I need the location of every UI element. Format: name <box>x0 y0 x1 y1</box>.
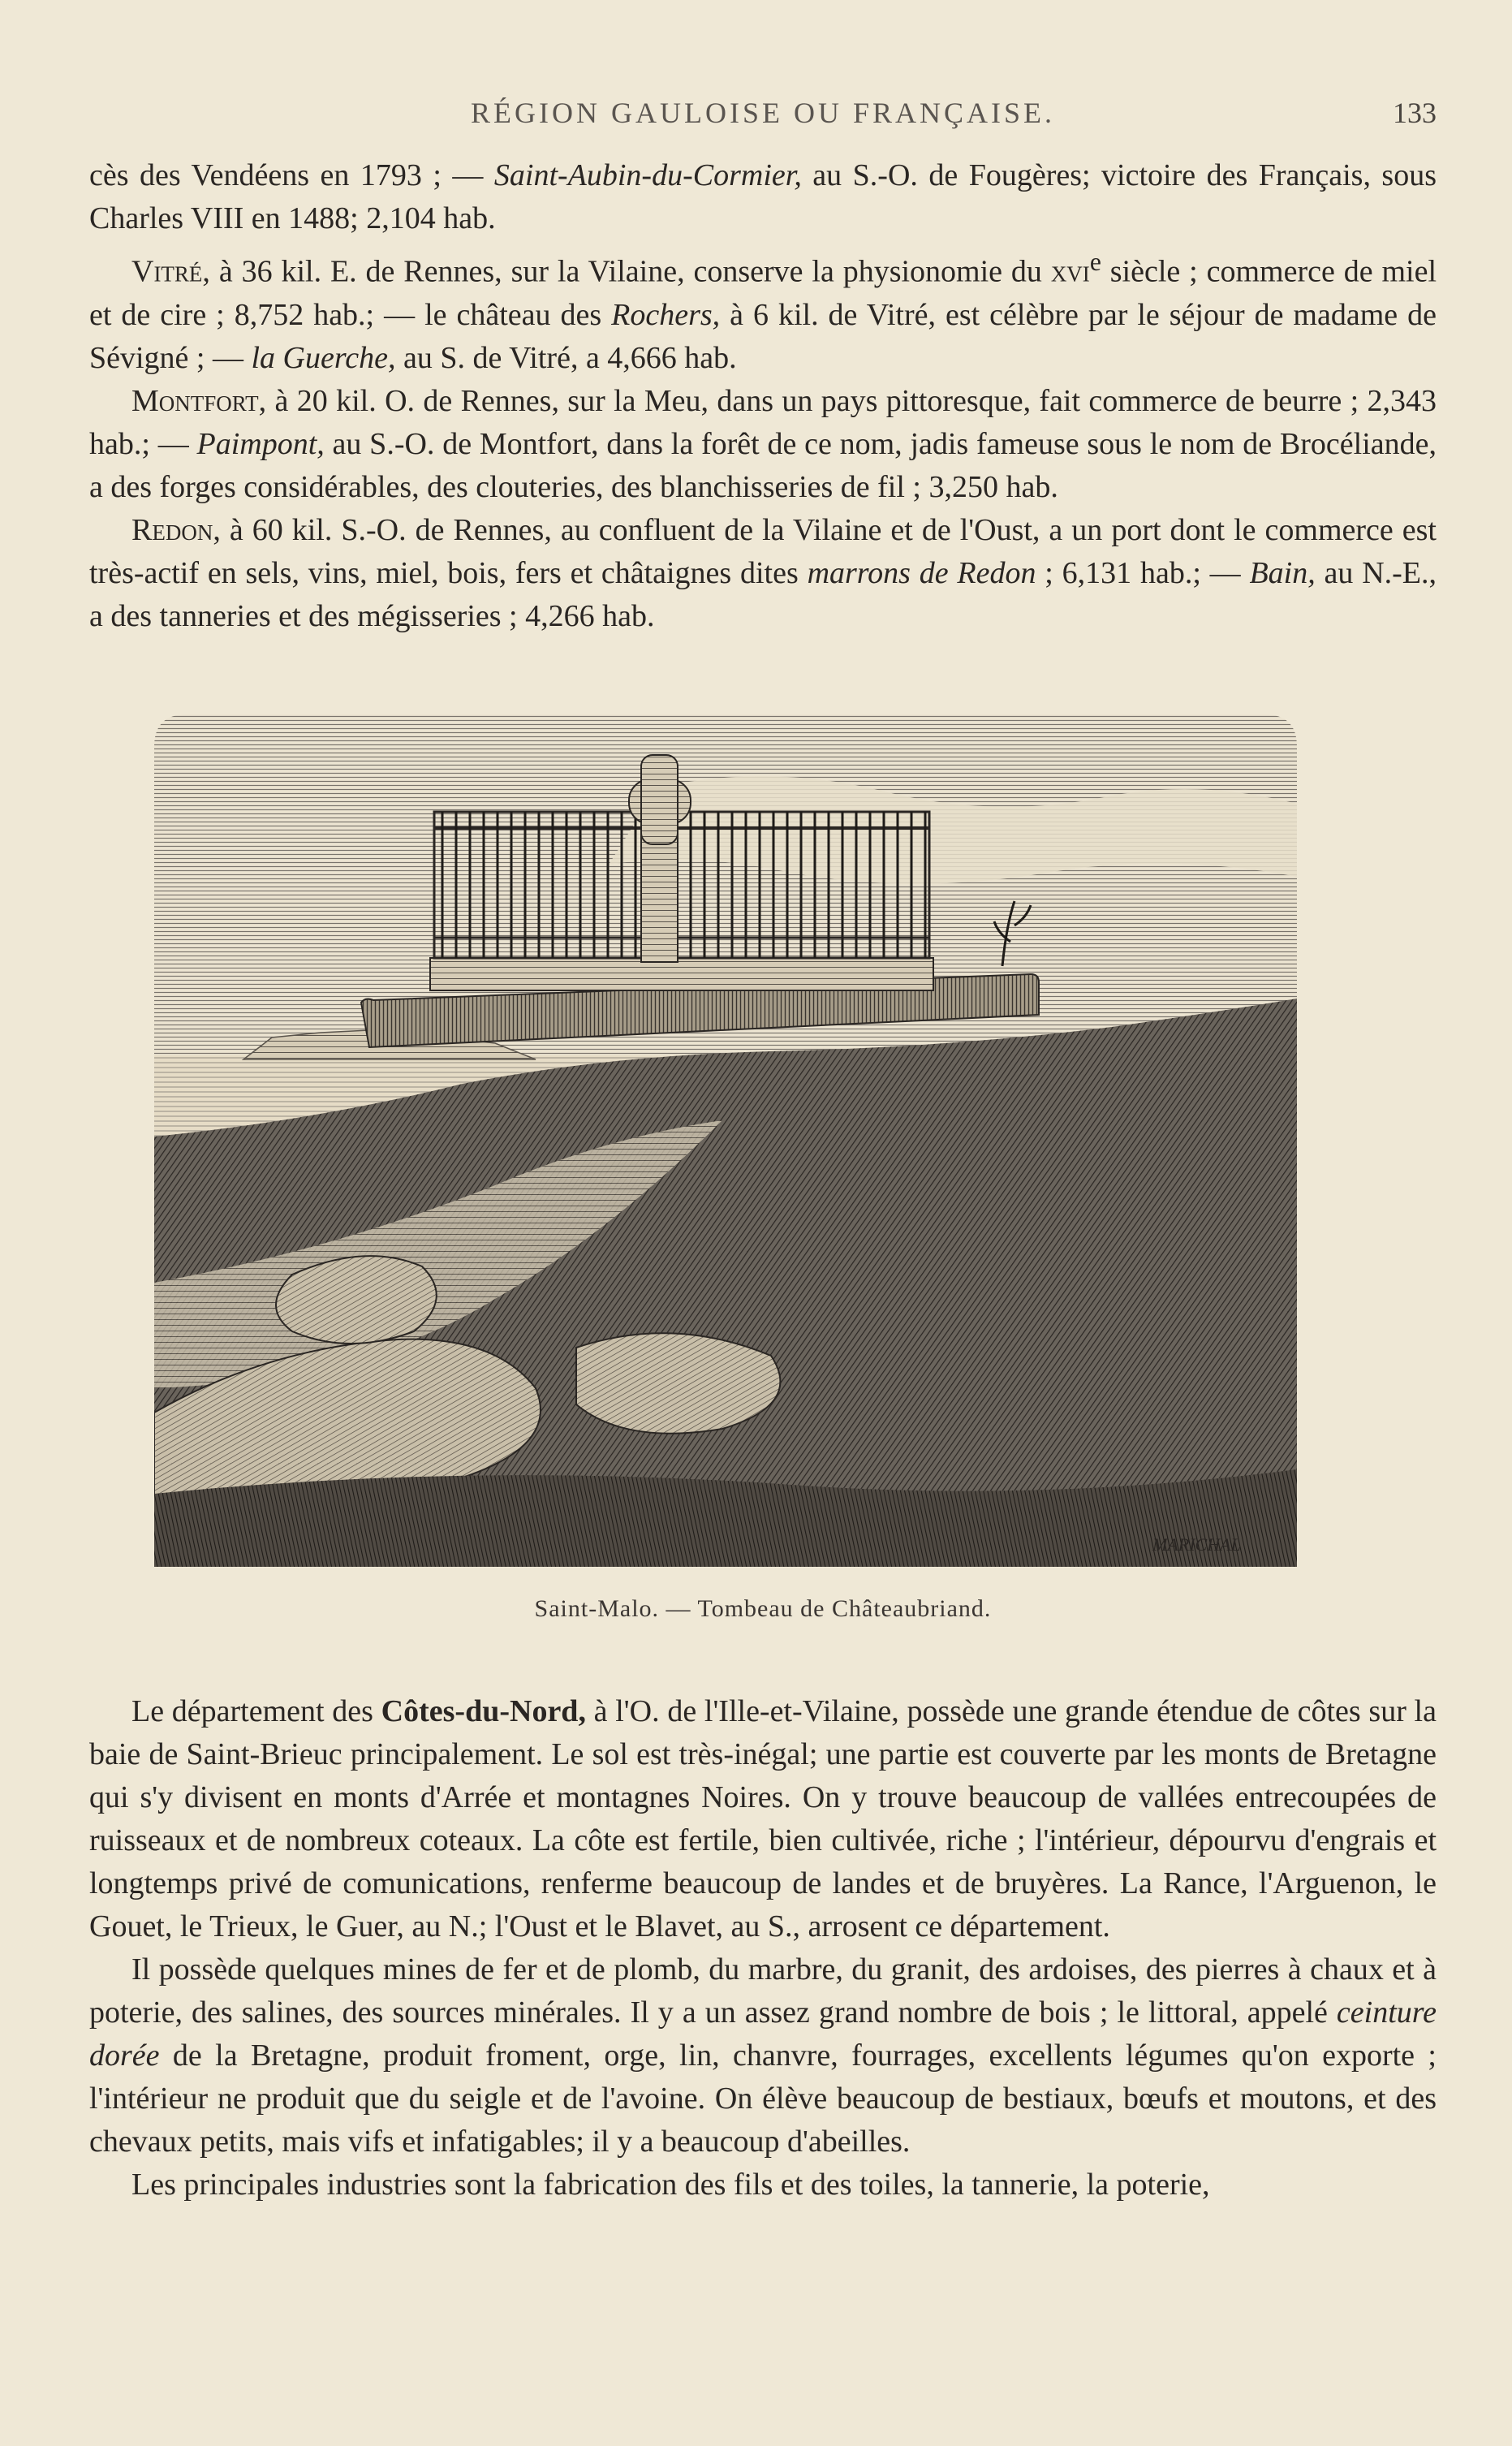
paragraph-industries <box>89 2163 1437 2207</box>
paragraph-cotes-du-nord <box>89 1690 1437 1948</box>
text-run: ; 6,131 hab.; — <box>1036 555 1250 590</box>
place-name-saint-aubin: Saint-Aubin-du-Cormier, <box>493 158 802 192</box>
department-name-cotes-du-nord: Côtes-du-Nord, <box>381 1694 586 1728</box>
text-run: au N.-E., a des tanneries et des mégisseries ; 4,266 hab. <box>89 555 1437 633</box>
place-name-bain: Bain, <box>1249 555 1316 590</box>
text-run: à 36 kil. E. de Rennes, sur la Vilaine, conserve la physionomie du <box>209 254 1051 289</box>
paragraph-saint-aubin <box>89 154 1437 240</box>
place-name-rochers: Rochers, <box>611 297 721 332</box>
text-run: de la Bretagne, produit froment, orge, lin, chanvre, fourrages, excellents légumes qu'on exporte ; l'intérieur ne produit que du seigle et de l'avoine. On élève beaucoup de bestiaux, bœufs et moutons, et des chevaux petits, mais vifs et infatigables; il y a beaucoup d'abeilles. <box>89 2038 1437 2159</box>
tomb-slab <box>430 958 933 990</box>
paragraph-resources <box>89 1948 1437 2163</box>
text-run: cès des Vendéens en 1793 ; — <box>89 158 494 192</box>
engraving-illustration <box>154 714 1297 1567</box>
paragraph-redon <box>89 509 1437 638</box>
text-run: Il possède quelques mines de fer et de plomb, du marbre, du granit, des ardoises, des pierres à chaux et à poterie, des salines, des sources minérales. Il y a un assez grand nombre de bois ; le littoral, appelé <box>89 1952 1437 2030</box>
term-ceinture-doree: ceinture dorée <box>89 1995 1437 2073</box>
century-numeral: xvi <box>1050 254 1090 289</box>
paragraph-vitre <box>89 240 1437 380</box>
text-run: à 60 kil. S.-O. de Rennes, au confluent de la Vilaine et de l'Oust, a un port dont le commerce est très-actif en sels, vins, miel, bois, fers et châtaignes dites <box>89 512 1437 590</box>
place-name-la-guerche: la Guerche, <box>251 340 396 375</box>
text-run: Les principales industries sont la fabrication des fils et des toiles, la tannerie, la poterie, <box>131 2168 1210 2202</box>
century-superscript: e <box>1089 248 1101 276</box>
top-text-block <box>89 154 1437 638</box>
text-run: siècle ; commerce de miel et de cire ; 8,752 hab.; — le château des <box>89 254 1437 332</box>
text-run: à 20 kil. O. de Rennes, sur la Meu, dans un pays pittoresque, fait commerce de beurre ; 2,343 hab.; — <box>89 383 1437 461</box>
text-run: Le département des <box>131 1694 381 1728</box>
place-name-vitre: Vitré, <box>131 254 210 289</box>
boulder-middle <box>576 1333 780 1433</box>
place-name-redon: Redon, <box>131 512 221 547</box>
engraver-signature: MARICHAL <box>1152 1534 1241 1555</box>
text-run: à 6 kil. de Vitré, est célèbre par le séjour de madame de Sévigné ; — <box>89 297 1437 375</box>
place-name-paimpont: Paimpont, <box>196 426 325 461</box>
running-title: RÉGION GAULOISE OU FRANÇAISE. <box>470 97 1055 129</box>
text-run: au S. de Vitré, a 4,666 hab. <box>395 340 737 375</box>
page-number: 133 <box>1393 97 1437 129</box>
text-run: au S.-O. de Montfort, dans la forêt de ce nom, jadis fameuse sous le nom de Brocéliande, a des forges considérables, des clouteries, des blanchisseries de fil ; 3,250 hab. <box>89 426 1437 504</box>
text-run: au S.-O. de Fougères; victoire des Français, sous Charles VIII en 1488; 2,104 hab. <box>89 158 1437 235</box>
paragraph-montfort <box>89 380 1437 509</box>
bottom-text-block <box>89 1690 1437 2207</box>
engraving-artwork <box>154 714 1297 1567</box>
place-name-montfort: Montfort, <box>131 383 267 418</box>
text-run: à l'O. de l'Ille-et-Vilaine, possède une grande étendue de côtes sur la baie de Saint-Brieuc principalement. Le sol est très-inégal; une partie est couverte par les monts de Bretagne qui s'y divisent en monts d'Arrée et montagnes Noires. On y trouve beaucoup de vallées entrecoupées de ruisseaux et de nombreux coteaux. La côte est fertile, bien cultivée, riche ; l'intérieur, dépourvu d'engrais et longtemps privé de comunications, renferme beaucoup de landes et de bruyères. La Rance, l'Arguenon, le Gouet, le Trieux, le Guer, au N.; l'Oust et le Blavet, au S., arrosent ce département. <box>89 1694 1437 1943</box>
running-head <box>89 96 1437 136</box>
term-marrons-de-redon: marrons de Redon <box>807 555 1036 590</box>
figure-caption: Saint-Malo. — Tombeau de Châteaubriand. <box>534 1595 992 1622</box>
